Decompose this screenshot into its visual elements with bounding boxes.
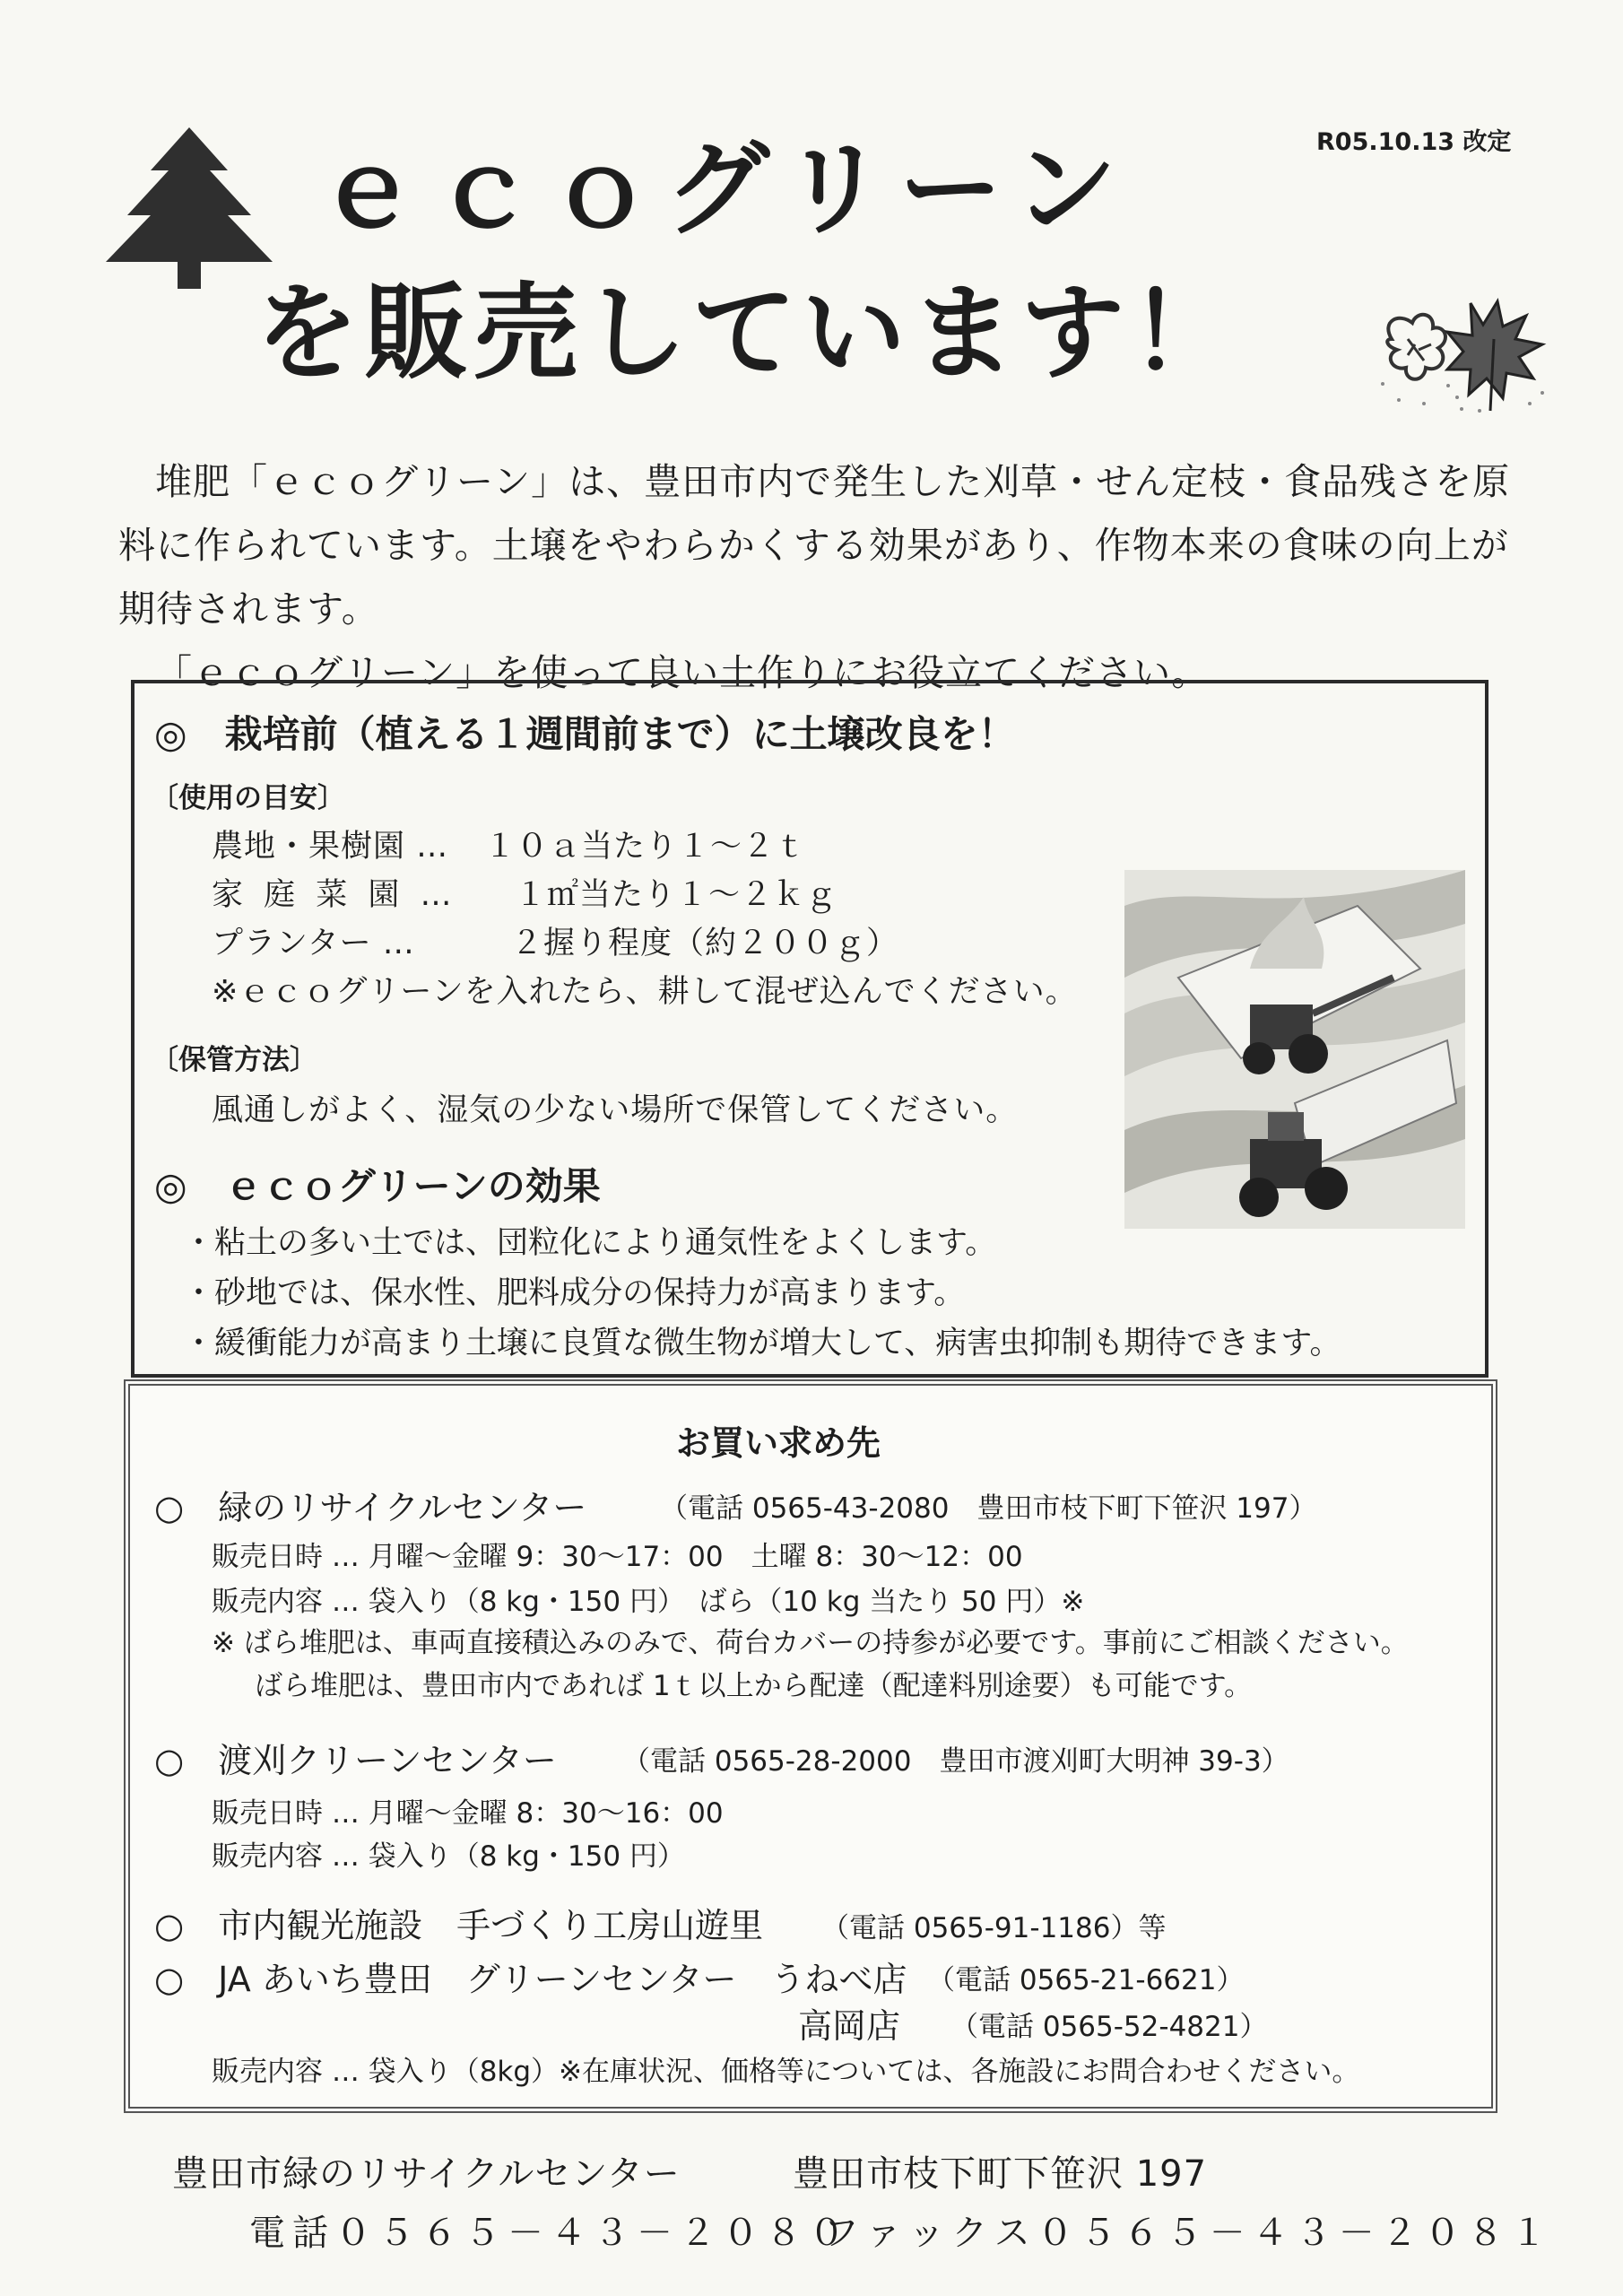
effect-item: ・砂地では、保水性、肥料成分の保持力が高まります。 [183, 1275, 966, 1311]
shop-contact: （電話 0565-21-6621） [927, 1964, 1245, 1996]
purchase-heading: お買い求め先 [676, 1423, 881, 1463]
shop-contact: （電話 0565-28-2000 豊田市渡刈町大明神 39-3） [622, 1745, 1289, 1778]
shop-branch-name: 高岡店 [798, 2006, 901, 2046]
effects-heading: ◎ ｅｃｏグリーンの効果 [154, 1164, 601, 1208]
shop-name: ○ 緑のリサイクルセンター [154, 1488, 587, 1527]
guide-label: 〔使用の目安〕 [151, 782, 345, 814]
effect-item: ・緩衝能力が高まり土壌に良質な微生物が増大して、病害虫抑制も期待できます。 [183, 1326, 1341, 1361]
shop-hours: 販売日時 … 月曜～金曜 8：30～16：00 [212, 1797, 724, 1830]
intro-text [118, 450, 1517, 705]
usage-heading: ◎ 栽培前（植える１週間前まで）に土壌改良を！ [154, 712, 1016, 756]
shop-note: ばら堆肥は、豊田市内であれば 1ｔ以上から配達（配達料別途要）も可能です。 [255, 1670, 1253, 1702]
shop-name: ○ 市内観光施設 手づくり工房山遊里 [154, 1906, 764, 1945]
intro-paragraph-1: 堆肥「ｅｃｏグリーン」は、豊田市内で発生した刈草・せん定枝・食品残さを原料に作られています。土壌をやわらかくする効果があり、作物本来の食味の向上が期待されます。 [118, 460, 1511, 631]
tree-icon [106, 127, 273, 289]
usage-row-label: 家 庭 菜 園 … [212, 877, 457, 913]
storage-label: 〔保管方法〕 [151, 1044, 317, 1076]
footer-tel: 電話０５６５－４３－２０８０ [249, 2213, 852, 2254]
shop-name: ○ JA あいち豊田 グリーンセンター うねべ店 [154, 1960, 907, 1999]
page-title-line2: を販売しています！ [255, 273, 1239, 394]
footer-fax: ファックス０５６５－４３－２０８１ [823, 2213, 1554, 2254]
tractor-illustration [1124, 870, 1465, 1229]
shop-items: 販売内容 … 袋入り（8 kg・150 円） ばら（10 kg 当たり 50 円）※ [212, 1586, 1085, 1618]
footer-org: 豊田市緑のリサイクルセンター [172, 2153, 681, 2195]
shop-contact: （電話 0565-91-1186）等 [821, 1912, 1167, 1944]
intro-paragraph-2: 「ｅｃｏグリーン」を使って良い土作りにお役立てください。 [155, 651, 1210, 694]
shop-items: 販売内容 … 袋入り（8 kg・150 円） [212, 1840, 685, 1873]
storage-text: 風通しがよく、湿気の少ない場所で保管してください。 [212, 1092, 1019, 1128]
footer-address: 豊田市枝下町下笹沢 197 [793, 2153, 1208, 2195]
shop-contact: （電話 0565-43-2080 豊田市枝下町下笹沢 197） [660, 1492, 1317, 1525]
shop-items: 販売内容 … 袋入り（8kg）※在庫状況、価格等については、各施設にお問合わせください。 [212, 2056, 1360, 2088]
effect-item: ・粘土の多い土では、団粒化により通気性をよくします。 [183, 1225, 997, 1261]
usage-row-value: １㎡当たり１～２ｋｇ [515, 877, 838, 913]
leaves-icon [1372, 285, 1551, 420]
usage-row-label: プランター … [212, 926, 415, 961]
usage-row-label: 農地・果樹園 … [212, 829, 449, 865]
usage-row-value: １０ａ当たり１～２ｔ [484, 829, 808, 865]
usage-row-value: ２握り程度（約２００ｇ） [511, 926, 899, 961]
shop-contact: （電話 0565-52-4821） [950, 2011, 1268, 2043]
shop-hours: 販売日時 … 月曜～金曜 9：30～17：00 土曜 8：30～12：00 [212, 1541, 1023, 1573]
usage-note: ※ｅｃｏグリーンを入れたら、耕して混ぜ込んでください。 [212, 974, 1078, 1010]
page-title-line1: ｅｃｏグリーン [316, 129, 1130, 250]
shop-note: ※ ばら堆肥は、車両直接積込みのみで、荷台カバーの持参が必要です。事前にご相談ください。 [212, 1627, 1409, 1659]
revision-date: R05.10.13 改定 [1316, 128, 1512, 156]
shop-name: ○ 渡刈クリーンセンター [154, 1741, 557, 1780]
